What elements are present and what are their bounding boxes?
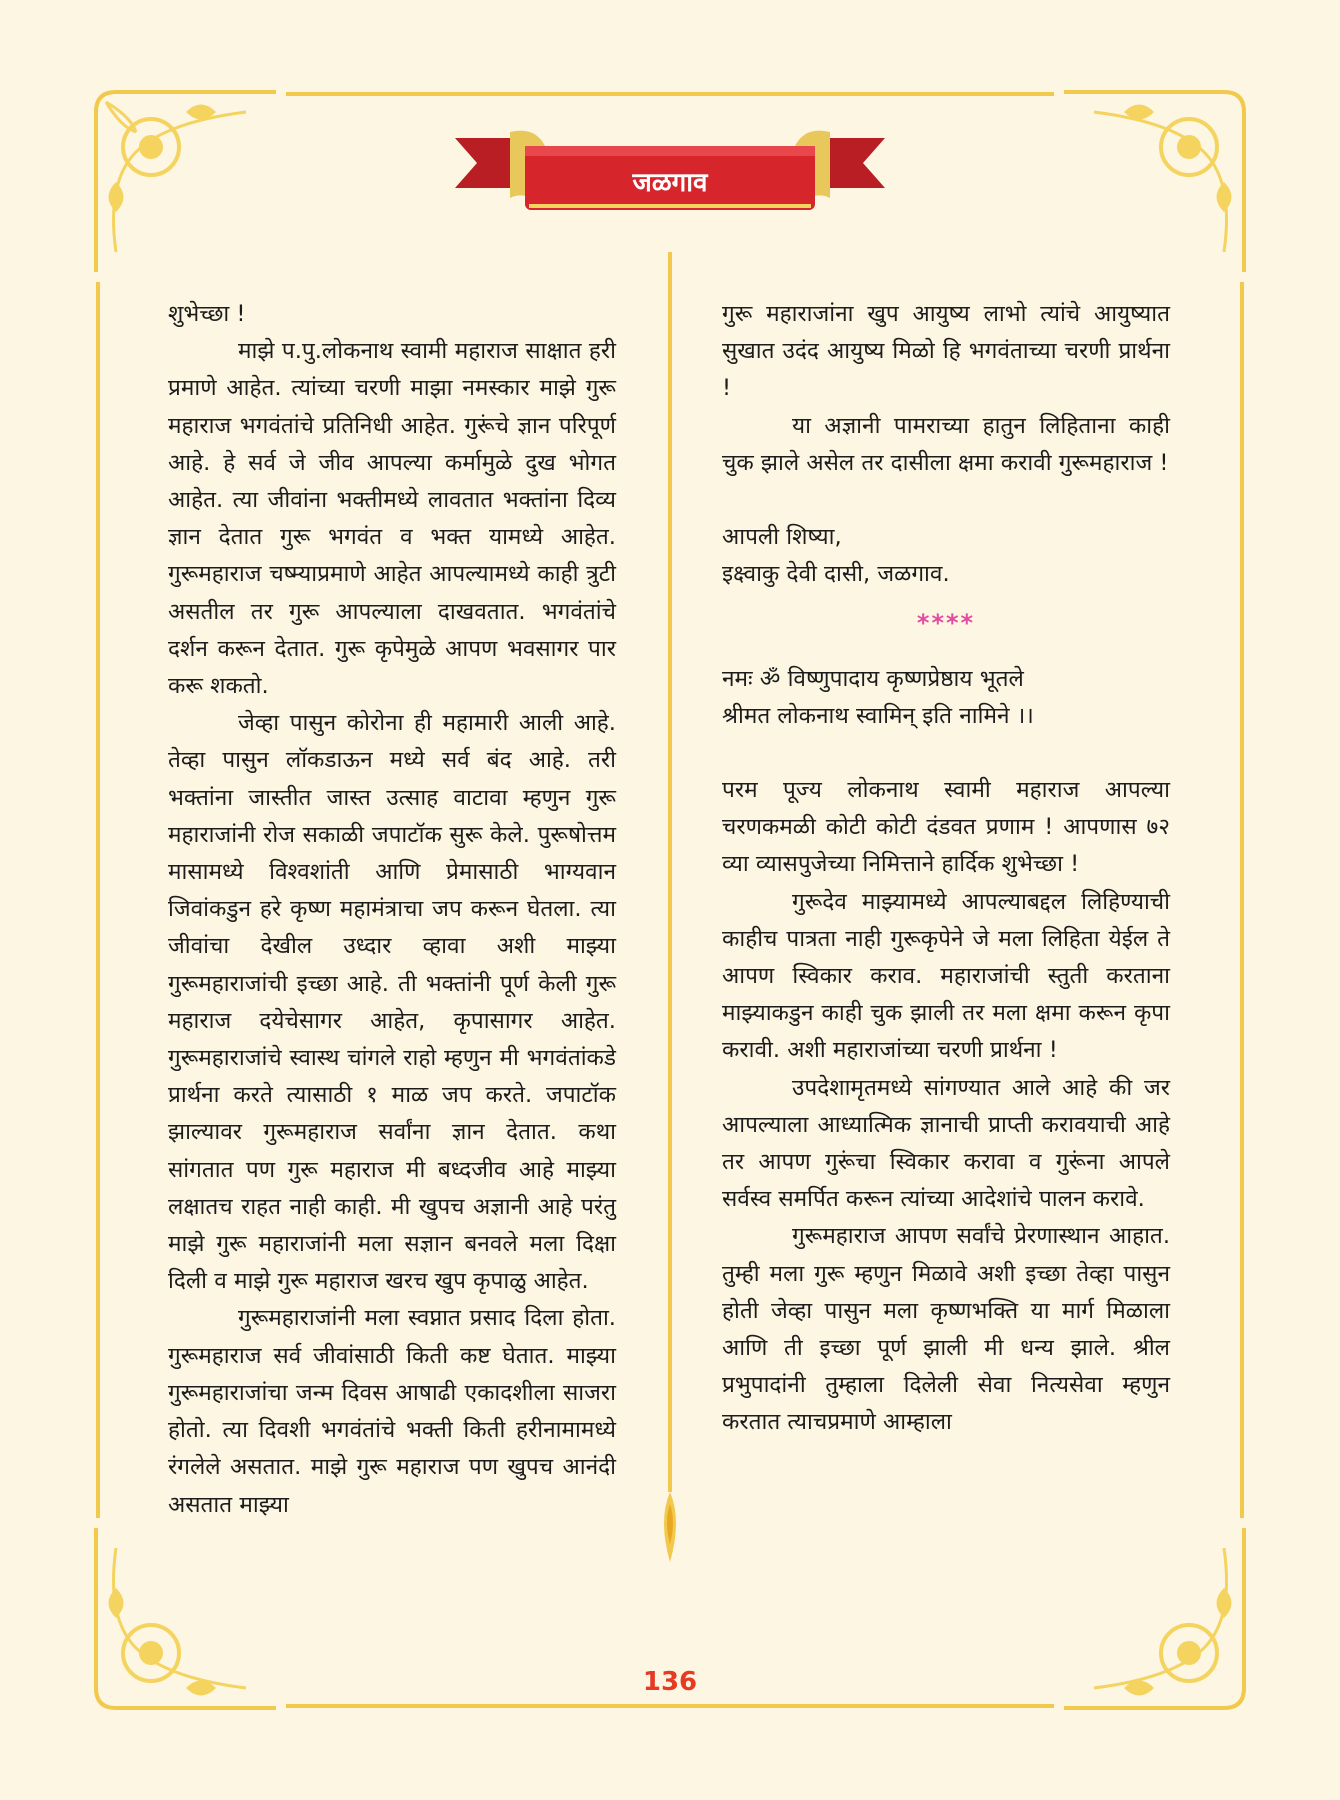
mantra-line: श्रीमत लोकनाथ स्वामिन् इति नामिने ।। <box>722 702 1034 729</box>
corner-ornament-icon <box>1064 72 1264 272</box>
paragraph: गुरूमहाराज आपण सर्वांचे प्रेरणास्थान आहात. तुम्ही मला गुरू म्हणुन मिळावे अशी इच्छा तेव्हा पासुन होती जेव्हा पासुन मला कृष्णभक्ति या मार्ग मिळाला आणि ती इच्छा पूर्ण झाली मी धन्य झाले. श्रील प्रभुपादांनी तुम्हाला दिलेली सेवा नित्यसेवा म्हणुन करतात त्याचप्रमाणे आम्हाला <box>722 1223 1170 1436</box>
border-line-left <box>96 282 100 1518</box>
paragraph: गुरू महाराजांना खुप आयुष्य लाभो त्यांचे आयुष्यात सुखात उदंद आयुष्य मिळो हि भगवंताच्या चरणी प्रार्थना ! <box>722 301 1170 402</box>
page-title: जळगाव <box>632 168 708 198</box>
corner-ornament-icon <box>1064 1528 1264 1728</box>
paragraph: गुरूमहाराजांनी मला स्वप्नात प्रसाद दिला होता. गुरूमहाराज सर्व जीवांसाठी किती कष्ट घेतात. माझ्या गुरूमहाराजांचा जन्म दिवस आषाढी एकादशीला साजरा होतो. त्या दिवशी भगवंतांचे भक्ती किती हरीनामामध्ये रंगलेले असतात. माझे गुरू महाराज पण खुपच आनंदी असतात माझ्या <box>168 1305 616 1518</box>
border-line-bottom <box>286 1704 1054 1708</box>
signature-name: इक्ष्वाकु देवी दासी, जळगाव. <box>722 561 950 588</box>
signature-line: आपली शिष्या, <box>722 524 842 551</box>
right-column <box>722 296 1170 1442</box>
left-column <box>168 296 616 1524</box>
corner-ornament-icon <box>76 1528 276 1728</box>
page-number: 136 <box>642 1667 698 1697</box>
border-line-top <box>286 92 1054 96</box>
greeting-text: शुभेच्छा ! <box>168 301 246 327</box>
mantra-line: नमः ॐ विष्णुपादाय कृष्णप्रेष्ठाय भूतले <box>722 665 1024 692</box>
corner-ornament-icon <box>76 72 276 272</box>
paragraph: माझे प.पु.लोकनाथ स्वामी महाराज साक्षात हरी प्रमाणे आहेत. त्यांच्या चरणी माझा नमस्कार माझे गुरू महाराज भगवंतांचे प्रतिनिधी आहेत. गुरूंचे ज्ञान परिपूर्ण आहे. हे सर्व जे जीव आपल्या कर्मामुळे दुख भोगत आहेत. त्या जीवांना भक्तीमध्ये लावतात भक्तांना दिव्य ज्ञान देतात गुरू भगवंत व भक्त यामध्ये आहेत. गुरूमहाराज चष्म्याप्रमाणे आहेत आपल्यामध्ये काही त्रुटी असतील तर गुरू आपल्याला दाखवतात. भगवंतांचे दर्शन करून देतात. गुरू कृपेमुळे आपण भवसागर पार करू शकतो. <box>168 338 616 700</box>
paragraph: गुरूदेव माझ्यामध्ये आपल्याबद्दल लिहिण्याची काहीच पात्रता नाही गुरूकृपेने जे मला लिहिता येईल ते आपण स्विकार कराव. महाराजांची स्तुती करताना माझ्याकडुन काही चुक झाली तर मला क्षमा करून कृपा करावी. अशी महाराजांच्या चरणी प्रार्थना ! <box>722 888 1170 1064</box>
paragraph: जेव्हा पासुन कोरोना ही महामारी आली आहे. तेव्हा पासुन लॉकडाऊन मध्ये सर्व बंद आहे. तरी भक्तांना जास्तीत जास्त उत्साह वाटावा म्हणुन गुरू महाराजांनी रोज सकाळी जपाटॉक सुरू केले. पुरूषोत्तम मासामध्ये विश्वशांती आणि प्रेमासाठी भाग्यवान जिवांकडुन हरे कृष्ण महामंत्राचा जप करून घेतला. त्या जीवांचा देखील उध्दार व्हावा अशी माझ्या गुरूमहाराजांची इच्छा आहे. ती भक्तांनी पूर्ण केली गुरू महाराज दयेचेसागर आहेत, कृपासागर आहेत. गुरूमहाराजांचे स्वास्थ चांगले राहो म्हणुन मी भगवंतांकडे प्रार्थना करते त्यासाठी १ माळ जप करते. जपाटॉक झाल्यावर गुरूमहाराज सर्वांना ज्ञान देतात. कथा सांगतात पण गुरू महाराज मी बध्दजीव आहे माझ्या लक्षातच राहत नाही काही. मी खुपच अज्ञानी आहे परंतु माझे गुरू महाराजांनी मला सज्ञान बनवले मला दिक्षा दिली व माझे गुरू महाराज खरच खुप कृपाळु आहेत. <box>168 710 616 1295</box>
section-separator: **** <box>916 609 976 638</box>
paragraph: या अज्ञानी पामराच्या हातुन लिहिताना काही चुक झाले असेल तर दासीला क्षमा करावी गुरूमहाराज ! <box>722 412 1170 476</box>
border-line-right <box>1240 282 1244 1518</box>
column-divider-icon <box>660 252 680 1592</box>
paragraph: उपदेशामृतमध्ये सांगण्यात आले आहे की जर आपल्याला आध्यात्मिक ज्ञानाची प्राप्ती करावयाची आहे तर आपण गुरूंचा स्विकार करावा व गुरूंना आपले सर्वस्व समर्पित करून त्यांच्या आदेशांचे पालन करावे. <box>722 1074 1170 1213</box>
paragraph: परम पूज्य लोकनाथ स्वामी महाराज आपल्या चरणकमळी कोटी कोटी दंडवत प्रणाम ! आपणास ७२ व्या व्यासपुजेच्या निमित्ताने हार्दिक शुभेच्छा ! <box>722 777 1170 878</box>
title-ribbon <box>455 128 885 228</box>
